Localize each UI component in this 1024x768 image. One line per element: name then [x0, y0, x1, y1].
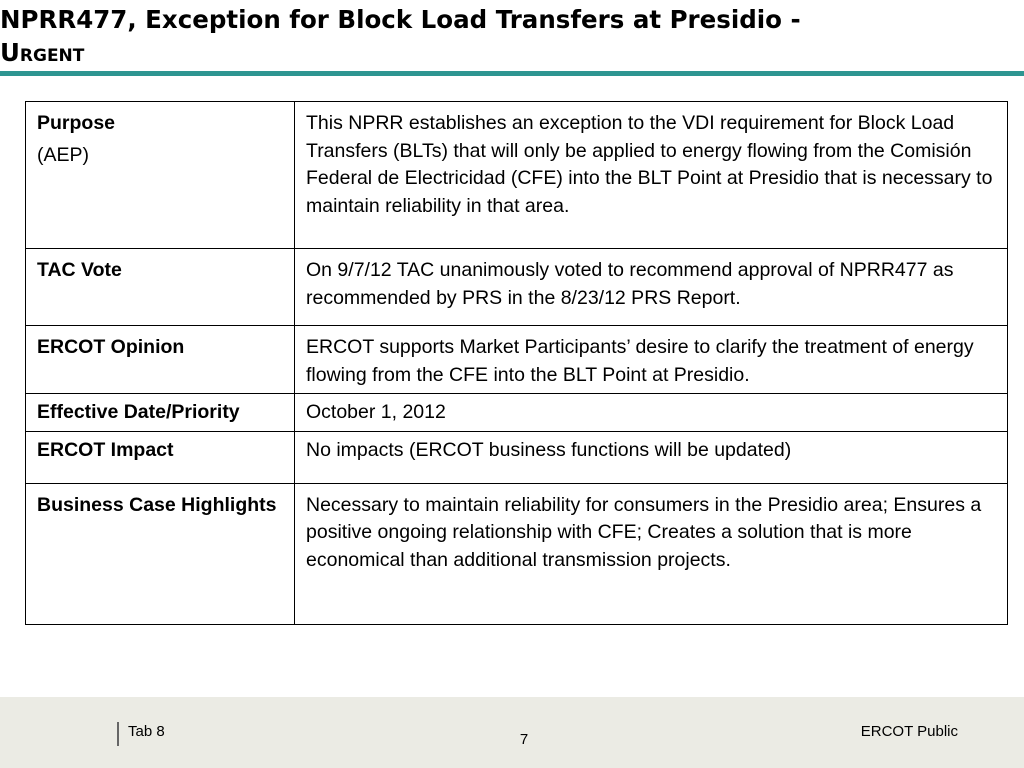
row-label-cell: [26, 102, 295, 249]
footer-tab-label: Tab 8: [128, 723, 165, 740]
title-divider: [0, 71, 1024, 76]
row-label: Effective Date/Priority: [26, 394, 295, 432]
row-value: On 9/7/12 TAC unanimously voted to recommend approval of NPRR477 as recommended by PRS in the 8/23/12 PRS Report.: [295, 249, 1008, 326]
row-label: Business Case Highlights: [26, 483, 295, 624]
slide-title-line1: NPRR477, Exception for Block Load Transfers at Presidio -: [0, 5, 801, 34]
slide-footer: [0, 697, 1024, 768]
row-value: ERCOT supports Market Participants’ desire to clarify the treatment of energy flowing from the CFE into the BLT Point at Presidio.: [295, 326, 1008, 394]
table-row-tac-vote: [26, 249, 1008, 326]
row-label: Purpose: [37, 112, 116, 134]
row-label: ERCOT Impact: [26, 431, 295, 483]
row-sublabel: (AEP): [37, 143, 90, 166]
footer-classification: ERCOT Public: [860, 723, 958, 740]
page-number: 7: [519, 731, 529, 748]
table-row-business-case: [26, 483, 1008, 624]
row-value: This NPRR establishes an exception to the VDI requirement for Block Load Transfers (BLTs) that will only be applied to energy flowing from the Comisión Federal de Electricidad (CFE) into the BLT Point at Presidio that is necessary to maintain reliability in that area.: [295, 102, 1008, 249]
footer-divider: [117, 722, 119, 746]
row-value: Necessary to maintain reliability for consumers in the Presidio area; Ensures a positive ongoing relationship with CFE; Creates a solution that is more economical than additional transmission projects.: [295, 483, 1008, 624]
table-row-effective-date: [26, 394, 1008, 432]
table-row-ercot-impact: [26, 431, 1008, 483]
row-value: October 1, 2012: [295, 394, 1008, 432]
slide-title-line2: Urgent: [0, 38, 85, 67]
slide-title: [0, 3, 1010, 69]
row-label: TAC Vote: [26, 249, 295, 326]
nprr-summary-table: [25, 101, 1008, 625]
table-row-ercot-opinion: [26, 326, 1008, 394]
row-label: ERCOT Opinion: [26, 326, 295, 394]
table-row-purpose: [26, 102, 1008, 249]
row-value: No impacts (ERCOT business functions will be updated): [295, 431, 1008, 483]
